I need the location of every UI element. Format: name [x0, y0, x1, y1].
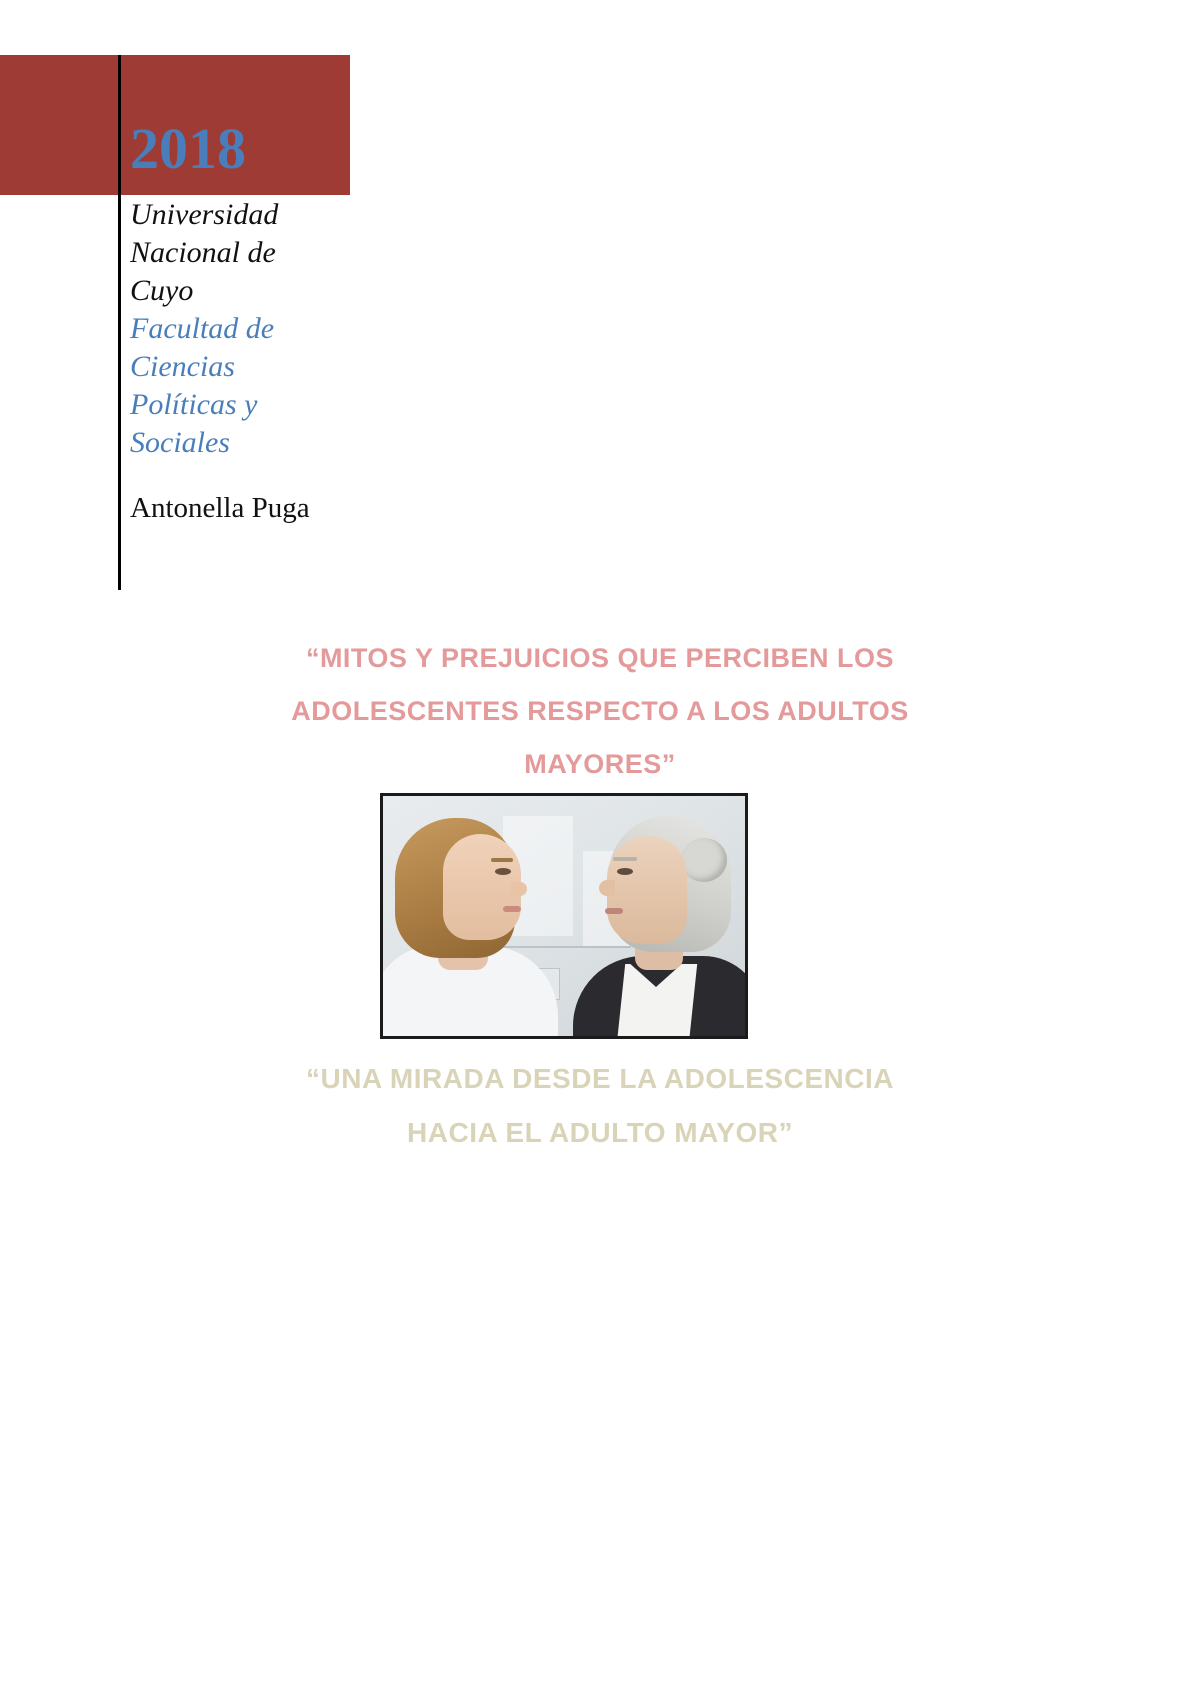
older-woman-lips [605, 908, 623, 914]
older-woman-nose [599, 880, 615, 896]
young-woman-face [443, 834, 521, 940]
cover-year: 2018 [130, 116, 246, 181]
older-woman-eyebrow [613, 857, 637, 861]
author-name [130, 490, 350, 527]
document-title-line-3: MAYORES” [524, 749, 676, 779]
young-woman-eye [495, 868, 511, 875]
cover-photo [380, 793, 748, 1039]
author-name-text: Antonella Puga [130, 492, 310, 524]
document-title-line-2: ADOLESCENTES RESPECTO A LOS ADULTOS [291, 696, 909, 726]
document-subtitle-line-2: HACIA EL ADULTO MAYOR” [407, 1117, 793, 1148]
document-title-line-1: “MITOS Y PREJUICIOS QUE PERCIBEN LOS [305, 643, 895, 673]
faculty-line-4: Sociales [130, 426, 230, 459]
faculty-line-1: Facultad de [130, 312, 275, 345]
young-woman-nose [511, 882, 527, 896]
vertical-rule-divider [118, 55, 121, 590]
older-woman-hair-bun [681, 838, 727, 882]
institution-line-1: Universidad [130, 198, 279, 231]
photo-background-line [501, 946, 631, 948]
institution-line-3: Cuyo [130, 274, 194, 307]
young-woman-lips [503, 906, 521, 912]
document-subtitle-line-1: “UNA MIRADA DESDE LA ADOLESCENCIA [306, 1063, 894, 1094]
institution-line-2: Nacional de [130, 236, 276, 269]
older-woman-face [607, 836, 687, 944]
faculty-line-2: Ciencias [130, 350, 235, 383]
institution-block [130, 196, 345, 462]
cover-photo-image [383, 796, 745, 1036]
document-title [150, 632, 1050, 791]
older-woman-eye [617, 868, 633, 875]
young-woman-eyebrow [491, 858, 513, 862]
faculty-line-3: Políticas y [130, 388, 258, 421]
document-subtitle [150, 1052, 1050, 1160]
